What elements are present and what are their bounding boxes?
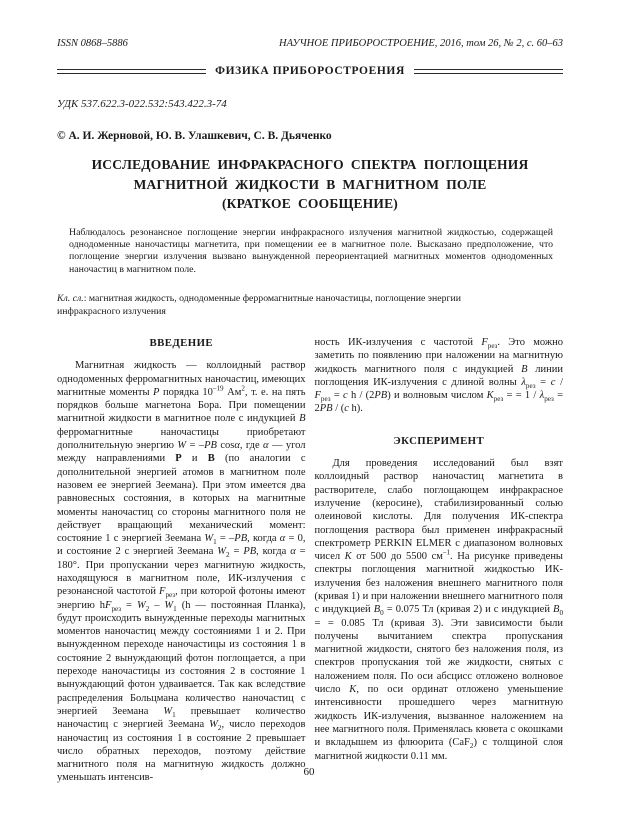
right-column <box>315 336 564 785</box>
page-footer <box>0 766 618 778</box>
authors-line: © А. И. Жерновой, Ю. В. Улашкевич, С. В. Дьяченко <box>57 130 332 142</box>
left-column <box>57 336 306 785</box>
article-title-line-3: (КРАТКОЕ СООБЩЕНИЕ) <box>221 196 398 211</box>
udc-code: УДК 537.622.3-022.532:543.422.3-74 <box>57 98 227 110</box>
introduction-paragraph: Магнитная жидкость — коллоидный раствор однодоменных ферромагнитных наночастиц, имеющих магнитные моменты P порядка $10^{-19}$ $Ам^2$, т. е. на пять порядков больше магнетона Бора. При помещении магнитной жидкости в магнитное поле с индукцией B ферромагнитные наночастицы приобретают дополнительную энергию W = –PB cosα, где α — угол между направлениями P и B (по аналогии с дополнительной энергией атомов в магнитном поле назовем ее энергией Зеемана). При этом имеется два равновесных состояния, в которых на магнитные моменты наночастиц со стороны магнитного поля не действует вращающий механический момент: состояние 1 с энергией Зеемана $W_1 = -PB$, когда α = 0, и состояние 2 с энергией Зеемана $W_2$ = PB, когда α = 180°. При пропускании через магнитную жидкость, находящуюся в магнитном поле, ИК-излучения с резонансной частотой $F_{рез}$, при которой фотоны имеют энергию $hF_{рез} = W_2 - W_1$ (h — постоянная Планка), будут происходить вынужденные переходы магнитных моментов наночастиц между состояниями 1 и 2. При вынужденном переходе наночастицы из состояния 1 в состояние 2 вынуждающий фотон поглощается, а при переходе наночастицы из состояния 2 в состояние 1 вынуждающий фотон удваивается. Так как вследствие распределения Больцмана количество наночастиц с энергией Зеемана $W_1$ превышает количество наночастиц с энергией Зеемана $W_2$, число переходов наночастиц из состояния 1 в состояние 2 превышает число обратных переходов, поэтому действие магнитного поля на магнитную жидкость должно уменьшать интенсив- <box>57 360 306 784</box>
journal-reference: НАУЧНОЕ ПРИБОРОСТРОЕНИЕ, 2016, том 26, № 2, с. 60–63 <box>279 38 563 49</box>
banner-rule-left <box>57 69 206 74</box>
article-title-line-1: ИССЛЕДОВАНИЕ ИНФРАКРАСНОГО СПЕКТРА ПОГЛОЩЕНИЯ <box>91 157 529 172</box>
experiment-paragraph: Для проведения исследований был взят коллоидный раствор наночастиц магнетита в растворителе, слабо поглощающем инфракрасное излучение (керосине), стабилизированный солью олеиновой кислоты. Для получения ИК-спектра поглощения раствора был применен инфракрасный спектрометр PERKIN ELMER с диапазоном волновых чисел K от 500 до 5500 $см^{-1}$. На рисунке приведены спектры поглощения магнитной жидкостью ИК-излучения без наложения внешнего магнитного поля (кривая 1) и при наложении внешнего магнитного поля с индукцией $B_0 = 0.075$ Тл (кривая 2) и с индукцией $B_0$ = = 0.085 Тл (кривая 3). Эти зависимости были получены вычитанием спектра пропускания магнитной жидкости, снятого без наложения поля, из спектров пропускания той же жидкости, снятых с наложением поля. По оси абсцисс отложено волновое число K, по оси ординат отложено уменьшение интенсивности прошедшего через магнитную жидкость ИК-излучения, вызванное наложением на нее магнитного поля. Применялась кювета с окошками и вкладышем из флюорита (CaF$_2$) с толщиной слоя магнитной жидкости 0.11 мм. <box>314 458 563 762</box>
experiment-heading: ЭКСПЕРИМЕНТ <box>393 434 485 447</box>
section-banner-title: ФИЗИКА ПРИБОРОСТРОЕНИЯ <box>215 65 405 77</box>
introduction-heading: ВВЕДЕНИЕ <box>149 336 213 349</box>
running-header <box>57 38 563 50</box>
article-title-line-2: МАГНИТНОЙ ЖИДКОСТИ В МАГНИТНОМ ПОЛЕ <box>133 176 487 192</box>
page-number: 60 <box>303 766 315 778</box>
banner-rule-right <box>414 69 563 74</box>
keywords-line: Кл. сл.: магнитная жидкость, однодоменные ферромагнитные наночастицы, поглощение энергии инфракрасного излучения <box>57 293 461 317</box>
introduction-continuation-paragraph: ность ИК-излучения с частотой $F_{рез}$. Это можно заметить по появлению при наложении на магнитную жидкость магнитного поля с индукцией B линии поглощения ИК-излучения с длиной волны $\lambda_{рез} = c / F_{рез} = c$ h / (2PB) и волновым числом $K_{рез}$ = = $1 / \lambda_{рез} = 2PB / (c$ h). <box>314 336 564 415</box>
section-banner <box>57 65 563 77</box>
article-title <box>57 155 563 214</box>
issn-label: ISSN 0868–5886 <box>57 38 128 49</box>
abstract-paragraph: Наблюдалось резонансное поглощение энергии инфракрасного излучения магнитной жидкостью, содержащей однодоменные наночастицы магнетита, при помещении ее в магнитное поле. Высказано предположение, что поглощение энергии излучения вызвано вынужденной переориентацией магнитных моментов однодоменных наночастиц в магнитном поле. <box>69 226 553 275</box>
two-column-body <box>57 336 563 785</box>
